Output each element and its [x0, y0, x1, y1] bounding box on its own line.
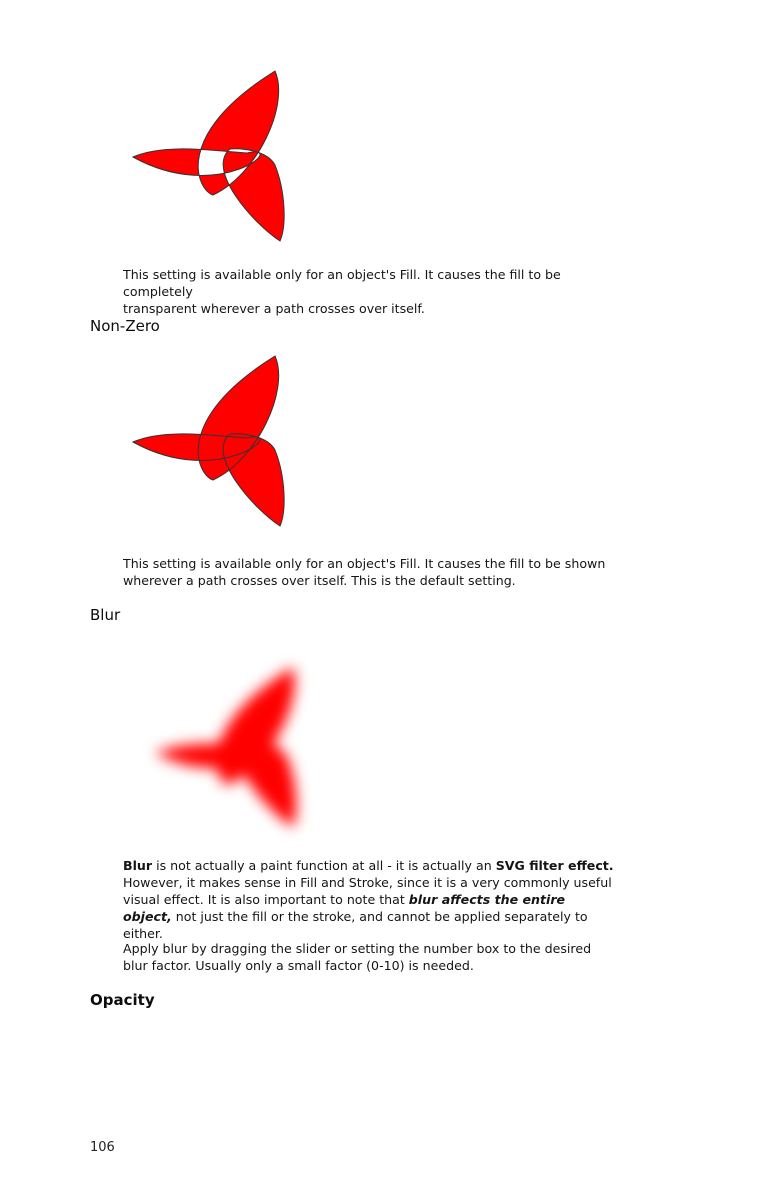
evenodd-line-1: This setting is available only for an object's Fill. It causes the fill to be completely: [123, 267, 561, 299]
evenodd-propeller-figure: [125, 65, 295, 250]
nonzero-heading: Non-Zero: [90, 317, 160, 335]
propeller-shape: [155, 667, 296, 827]
blur-text-part-1: is not actually a paint function at all - it is actually an: [152, 858, 496, 873]
opacity-heading: Opacity: [90, 991, 155, 1009]
nonzero-propeller-figure: [125, 350, 295, 535]
blur-description: [123, 857, 618, 942]
blur-text-part-2: However, it makes sense in Fill and Stroke, since it is a very commonly useful visual effect. It is also important to note that: [123, 875, 612, 907]
blur-heading: Blur: [90, 606, 121, 624]
nonzero-description: [123, 555, 623, 589]
nonzero-line-2: wherever a path crosses over itself. This is the default setting.: [123, 573, 516, 588]
page-number: 106: [90, 1140, 115, 1155]
svg-filter-effect-term: SVG filter effect.: [495, 858, 614, 873]
blur-apply-instructions: Apply blur by dragging the slider or setting the number box to the desired blur factor. Usually only a small factor (0-10) is needed.: [123, 941, 592, 973]
evenodd-line-2: transparent wherever a path crosses over itself.: [123, 301, 425, 316]
blur-text-part-3: not just the fill or the stroke, and cannot be applied separately to either.: [123, 909, 588, 941]
propeller-shape: [133, 356, 284, 526]
entire-object-term: blur affects the entire object,: [123, 892, 566, 924]
blur-term: Blur: [123, 858, 153, 873]
evenodd-description: [123, 266, 623, 317]
nonzero-line-1: This setting is available only for an object's Fill. It causes the fill to be shown: [123, 556, 606, 571]
blurred-propeller-figure: [110, 630, 330, 850]
propeller-shape: [133, 71, 284, 241]
